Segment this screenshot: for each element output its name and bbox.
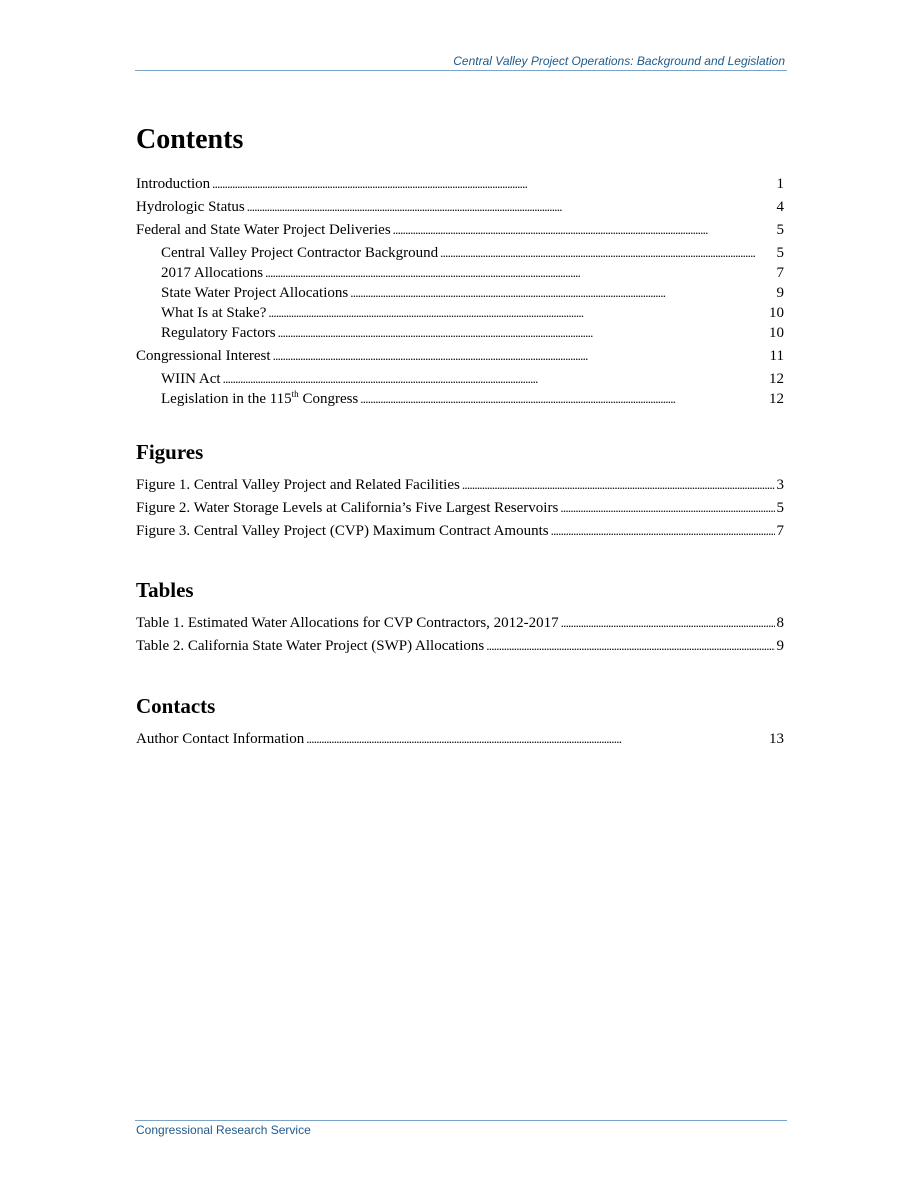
dot-leader (273, 346, 768, 366)
dot-leader (440, 243, 774, 263)
toc-entry-wiin-act[interactable] (136, 369, 784, 389)
toc-entry-label: Figure 2. Water Storage Levels at California’s Five Largest Reservoirs (136, 500, 559, 516)
toc-entry-page: 5 (776, 222, 784, 238)
toc-entry-label: 2017 Allocations (161, 265, 264, 281)
toc-entry-page: 8 (776, 615, 784, 631)
ordinal-suffix: th (291, 389, 299, 399)
toc-entry-figure-1[interactable] (136, 475, 784, 495)
toc-entry-label: Author Contact Information (136, 731, 305, 747)
toc-entry-label: Figure 3. Central Valley Project (CVP) Maximum Contract Amounts (136, 523, 549, 539)
toc-entry-page: 5 (776, 245, 784, 261)
toc-entry-table-1[interactable] (136, 613, 784, 633)
toc-entry-page: 3 (776, 477, 784, 493)
toc-entry-label: Table 1. Estimated Water Allocations for CVP Contractors, 2012-2017 (136, 615, 559, 631)
toc-entry-congressional-interest[interactable] (136, 346, 784, 366)
toc-entry-label-tail: Congress (298, 391, 359, 407)
footer-publisher: Congressional Research Service (136, 1123, 311, 1137)
toc-entry-page: 13 (769, 731, 784, 747)
toc-entry-page: 9 (776, 285, 784, 301)
toc-entry-page: 4 (776, 199, 784, 215)
toc-entry-page: 12 (769, 391, 784, 407)
toc-entry-swp-allocations[interactable] (136, 283, 784, 303)
header-divider (135, 70, 787, 71)
dot-leader (278, 323, 767, 343)
contents-heading: Contents (136, 124, 244, 155)
toc-entry-what-is-at-stake[interactable] (136, 303, 784, 323)
dot-leader (560, 498, 774, 518)
dot-leader (360, 389, 767, 409)
toc-entry-label: Introduction (136, 176, 211, 192)
dot-leader (462, 475, 775, 495)
toc-entry-table-2[interactable] (136, 636, 784, 656)
toc-entry-legislation-115th-congress[interactable] (136, 389, 784, 409)
dot-leader (393, 220, 775, 240)
toc-entry-cvp-contractor-background[interactable] (136, 243, 784, 263)
contacts-heading: Contacts (136, 694, 216, 718)
toc-entry-label: Federal and State Water Project Deliveries (136, 222, 391, 238)
figures-list (136, 475, 784, 541)
dot-leader (223, 369, 767, 389)
toc-entry-2017-allocations[interactable] (136, 263, 784, 283)
dot-leader (551, 521, 775, 541)
toc-entry-page: 7 (776, 523, 784, 539)
toc-entry-deliveries[interactable] (136, 220, 784, 240)
dot-leader (212, 174, 774, 194)
dot-leader (247, 197, 775, 217)
dot-leader (486, 636, 774, 656)
toc-entry-page: 12 (769, 371, 784, 387)
footer-divider (135, 1120, 787, 1121)
dot-leader (350, 283, 774, 303)
toc-entry-label: WIIN Act (161, 371, 221, 387)
toc-entry-label: Congressional Interest (136, 348, 271, 364)
toc-entry-label: State Water Project Allocations (161, 285, 349, 301)
contents-list (136, 174, 784, 409)
tables-list (136, 613, 784, 656)
dot-leader (265, 263, 774, 283)
toc-entry-label: Figure 1. Central Valley Project and Related Facilities (136, 477, 460, 493)
toc-entry-figure-3[interactable] (136, 521, 784, 541)
toc-entry-label-main: Legislation in the 115 (161, 391, 292, 407)
toc-entry-label: Regulatory Factors (161, 325, 276, 341)
contacts-list (136, 729, 784, 749)
toc-entry-author-contact[interactable] (136, 729, 784, 749)
toc-entry-page: 11 (769, 348, 784, 364)
dot-leader (268, 303, 767, 323)
toc-entry-page: 1 (776, 176, 784, 192)
toc-entry-figure-2[interactable] (136, 498, 784, 518)
toc-entry-page: 7 (776, 265, 784, 281)
toc-entry-label: Central Valley Project Contractor Background (161, 245, 439, 261)
toc-entry-regulatory-factors[interactable] (136, 323, 784, 343)
toc-entry-page: 5 (776, 500, 784, 516)
toc-entry-label (161, 390, 358, 409)
toc-entry-page: 10 (769, 325, 784, 341)
toc-entry-hydrologic-status[interactable] (136, 197, 784, 217)
dot-leader (306, 729, 767, 749)
figures-heading: Figures (136, 440, 204, 464)
toc-entry-label: What Is at Stake? (161, 305, 267, 321)
running-header-title: Central Valley Project Operations: Background and Legislation (453, 54, 785, 68)
toc-entry-label: Table 2. California State Water Project (SWP) Allocations (136, 638, 485, 654)
toc-entry-page: 9 (776, 638, 784, 654)
toc-entry-introduction[interactable] (136, 174, 784, 194)
dot-leader (561, 613, 775, 633)
toc-entry-page: 10 (769, 305, 784, 321)
toc-entry-label: Hydrologic Status (136, 199, 245, 215)
tables-heading: Tables (136, 578, 194, 602)
